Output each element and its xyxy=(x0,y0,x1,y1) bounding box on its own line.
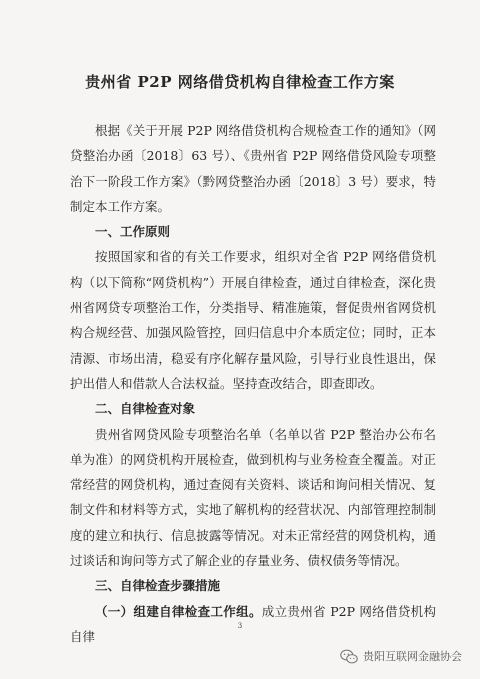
watermark xyxy=(340,648,462,664)
wechat-icon xyxy=(340,649,358,664)
intro-paragraph: 根据《关于开展 P2P 网络借贷机构合规检查工作的通知》（网贷整治办函〔2018〕63 号）、《贵州省 P2P 网络借贷风险专项整治下一阶段工作方案》（黔网贷整治办函〔2018〕3 号）要求，特制定本工作方案。 xyxy=(70,123,436,214)
document-title: 贵州省 P2P 网络借贷机构自律检查工作方案 xyxy=(85,73,395,91)
watermark-text: 贵阳互联网金融协会 xyxy=(363,650,462,663)
section-1-heading: 一、工作原则 xyxy=(95,224,171,240)
section-3-heading: 三、自律检查步骤措施 xyxy=(95,578,221,594)
section-2-heading: 二、自律检查对象 xyxy=(95,401,196,417)
section-2-body: 贵州省网贷风险专项整治名单（名单以省 P2P 整治办公布名单为准）的网贷机构开展检查，做到机构与业务检查全覆盖。对正常经营的网贷机构，通过查阅有关资料、谈话和询问相关情况、复制文件和材料等方式，实地了解机构的经营状况、内部管理控制制度的建立和执行、信息披露等情况。对未正常经营的网贷机构，通过谈话和询问等方式了解企业的存量业务、债权债务等情况。 xyxy=(70,426,436,569)
page-number: 3 xyxy=(237,622,243,630)
section-3-sub-label: （一）组建自律检查工作组。 xyxy=(95,603,262,619)
document-body xyxy=(70,118,436,649)
section-1-body: 按照国家和省的有关工作要求，组织对全省 P2P 网络借贷机构（以下简称“网贷机构”）开展自律检查，通过自律检查，深化贵州省网贷专项整治工作，分类指导、精准施策，督促贵州省网贷机构合规经营、加强风险管控，回归信息中介本质定位；同时，正本清源、市场出清，稳妥有序化解存量风险，引导行业良性退出，保护出借人和借款人合法权益。坚持查改结合，即查即改。 xyxy=(70,249,436,391)
section-3-body: 成立贵州省 P2P 网络借贷机构自律 xyxy=(70,603,436,644)
